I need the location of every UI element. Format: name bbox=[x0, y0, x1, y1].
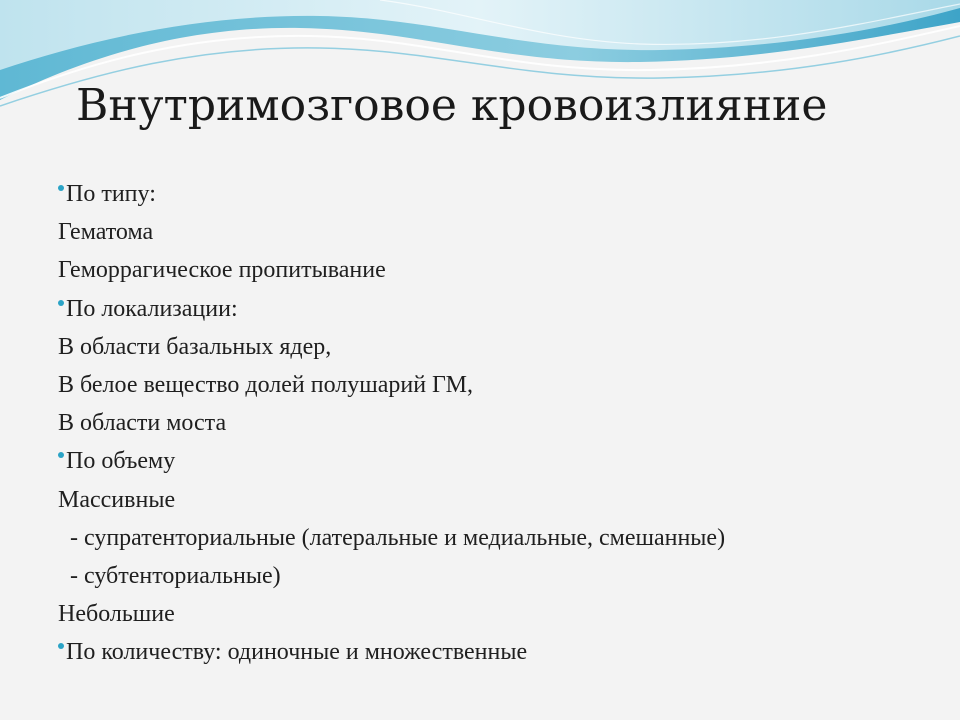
bullet-icon bbox=[58, 452, 64, 458]
bullet-icon bbox=[58, 643, 64, 649]
list-item-sub bbox=[58, 557, 938, 595]
list-item bbox=[58, 595, 938, 633]
slide-title: Внутримозговое кровоизлияние bbox=[76, 80, 828, 131]
list-item-type-heading bbox=[58, 175, 938, 213]
list-item-text: По количеству: одиночные и множественные bbox=[66, 639, 528, 666]
list-item-text: - субтенториальные) bbox=[70, 562, 281, 589]
list-item bbox=[58, 251, 938, 289]
bullet-icon bbox=[58, 300, 64, 306]
list-item-text: В области базальных ядер, bbox=[58, 333, 332, 360]
list-item bbox=[58, 481, 938, 519]
list-item-text: Гематома bbox=[58, 219, 154, 246]
list-item-sub bbox=[58, 519, 938, 557]
list-item-text: Массивные bbox=[58, 486, 176, 513]
bullet-icon bbox=[58, 185, 64, 191]
list-item-text: В области моста bbox=[58, 410, 227, 437]
list-item-volume-heading bbox=[58, 442, 938, 480]
list-item-text: По локализации: bbox=[66, 295, 238, 322]
slide-content bbox=[58, 175, 938, 671]
list-item bbox=[58, 366, 938, 404]
list-item-text: Небольшие bbox=[58, 601, 175, 628]
list-item bbox=[58, 404, 938, 442]
list-item-text: По объему bbox=[66, 448, 176, 475]
list-item-location-heading bbox=[58, 290, 938, 328]
list-item-text: Геморрагическое пропитывание bbox=[58, 257, 386, 284]
list-item-text: - супратенториальные (латеральные и медиальные, смешанные) bbox=[70, 524, 726, 551]
list-item-text: По типу: bbox=[66, 181, 156, 207]
list-item-text: В белое вещество долей полушарий ГМ, bbox=[58, 371, 473, 398]
list-item-count-heading bbox=[58, 633, 938, 671]
list-item bbox=[58, 213, 938, 251]
list-item bbox=[58, 328, 938, 366]
